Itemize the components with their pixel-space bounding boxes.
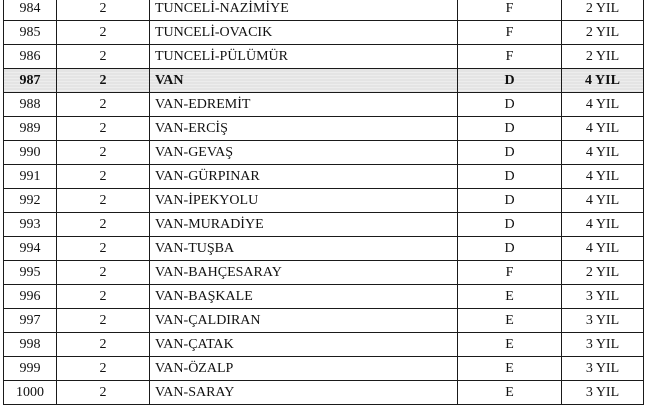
row-number-cell: 991 <box>4 165 57 189</box>
row-number-cell: 988 <box>4 93 57 117</box>
table-row <box>4 45 644 69</box>
duration-cell: 4 YIL <box>562 213 644 237</box>
row-number-cell: 985 <box>4 21 57 45</box>
duration-cell: 2 YIL <box>562 261 644 285</box>
location-name-cell: VAN-ÖZALP <box>150 357 458 381</box>
row-number-cell: 996 <box>4 285 57 309</box>
location-name-cell: VAN-İPEKYOLU <box>150 189 458 213</box>
row-number-cell: 986 <box>4 45 57 69</box>
type-cell: 2 <box>57 309 150 333</box>
type-cell: 2 <box>57 165 150 189</box>
row-number-cell: 997 <box>4 309 57 333</box>
location-name-cell: TUNCELİ-PÜLÜMÜR <box>150 45 458 69</box>
group-cell: D <box>458 165 562 189</box>
group-cell: F <box>458 21 562 45</box>
duration-cell: 3 YIL <box>562 333 644 357</box>
location-name-cell: VAN-ÇATAK <box>150 333 458 357</box>
duration-cell: 4 YIL <box>562 237 644 261</box>
table-row <box>4 381 644 405</box>
table-row <box>4 93 644 117</box>
row-number-cell: 998 <box>4 333 57 357</box>
location-name-cell: VAN-SARAY <box>150 381 458 405</box>
duration-cell: 4 YIL <box>562 165 644 189</box>
type-cell: 2 <box>57 45 150 69</box>
duration-cell: 4 YIL <box>562 141 644 165</box>
location-name-cell: VAN-EDREMİT <box>150 93 458 117</box>
type-cell: 2 <box>57 189 150 213</box>
group-cell: E <box>458 309 562 333</box>
location-name-cell: TUNCELİ-OVACIK <box>150 21 458 45</box>
duration-cell: 4 YIL <box>562 117 644 141</box>
row-number-cell: 993 <box>4 213 57 237</box>
table-row-highlighted <box>4 69 644 93</box>
location-name-cell: VAN-GÜRPINAR <box>150 165 458 189</box>
group-cell: D <box>458 117 562 141</box>
group-cell: F <box>458 0 562 21</box>
location-name-cell: VAN-MURADİYE <box>150 213 458 237</box>
table-row <box>4 213 644 237</box>
table-row <box>4 141 644 165</box>
location-name-cell: VAN-TUŞBA <box>150 237 458 261</box>
type-cell: 2 <box>57 117 150 141</box>
type-cell: 2 <box>57 285 150 309</box>
location-name-cell: VAN <box>150 69 458 93</box>
duration-cell: 3 YIL <box>562 357 644 381</box>
group-cell: D <box>458 213 562 237</box>
location-name-cell: VAN-ERCİŞ <box>150 117 458 141</box>
duration-cell: 2 YIL <box>562 21 644 45</box>
table-row <box>4 165 644 189</box>
group-cell: E <box>458 285 562 309</box>
type-cell: 2 <box>57 261 150 285</box>
group-cell: F <box>458 261 562 285</box>
row-number-cell: 984 <box>4 0 57 21</box>
type-cell: 2 <box>57 0 150 21</box>
duration-cell: 3 YIL <box>562 285 644 309</box>
table-body <box>4 0 644 405</box>
row-number-cell: 992 <box>4 189 57 213</box>
table-row <box>4 117 644 141</box>
duration-cell: 2 YIL <box>562 0 644 21</box>
type-cell: 2 <box>57 93 150 117</box>
duration-cell: 4 YIL <box>562 189 644 213</box>
duration-cell: 3 YIL <box>562 381 644 405</box>
group-cell: D <box>458 93 562 117</box>
location-name-cell: VAN-BAŞKALE <box>150 285 458 309</box>
table-row <box>4 357 644 381</box>
group-cell: E <box>458 333 562 357</box>
row-number-cell: 989 <box>4 117 57 141</box>
location-name-cell: TUNCELİ-NAZİMİYE <box>150 0 458 21</box>
group-cell: E <box>458 357 562 381</box>
duration-cell: 4 YIL <box>562 93 644 117</box>
table-row <box>4 333 644 357</box>
duration-cell: 2 YIL <box>562 45 644 69</box>
location-name-cell: VAN-ÇALDIRAN <box>150 309 458 333</box>
group-cell: D <box>458 189 562 213</box>
row-number-cell: 994 <box>4 237 57 261</box>
duration-cell: 3 YIL <box>562 309 644 333</box>
table-row <box>4 309 644 333</box>
type-cell: 2 <box>57 213 150 237</box>
row-number-cell: 995 <box>4 261 57 285</box>
type-cell: 2 <box>57 333 150 357</box>
type-cell: 2 <box>57 21 150 45</box>
group-cell: D <box>458 237 562 261</box>
group-cell: D <box>458 69 562 93</box>
duration-cell: 4 YIL <box>562 69 644 93</box>
group-cell: F <box>458 45 562 69</box>
type-cell: 2 <box>57 69 150 93</box>
group-cell: D <box>458 141 562 165</box>
row-number-cell: 987 <box>4 69 57 93</box>
location-name-cell: VAN-BAHÇESARAY <box>150 261 458 285</box>
type-cell: 2 <box>57 237 150 261</box>
table-row <box>4 237 644 261</box>
type-cell: 2 <box>57 141 150 165</box>
row-number-cell: 1000 <box>4 381 57 405</box>
table-row <box>4 21 644 45</box>
group-cell: E <box>458 381 562 405</box>
locations-table <box>3 0 644 405</box>
type-cell: 2 <box>57 381 150 405</box>
row-number-cell: 990 <box>4 141 57 165</box>
table-row <box>4 0 644 21</box>
table-row <box>4 189 644 213</box>
table-row <box>4 285 644 309</box>
row-number-cell: 999 <box>4 357 57 381</box>
type-cell: 2 <box>57 357 150 381</box>
location-name-cell: VAN-GEVAŞ <box>150 141 458 165</box>
table-row <box>4 261 644 285</box>
